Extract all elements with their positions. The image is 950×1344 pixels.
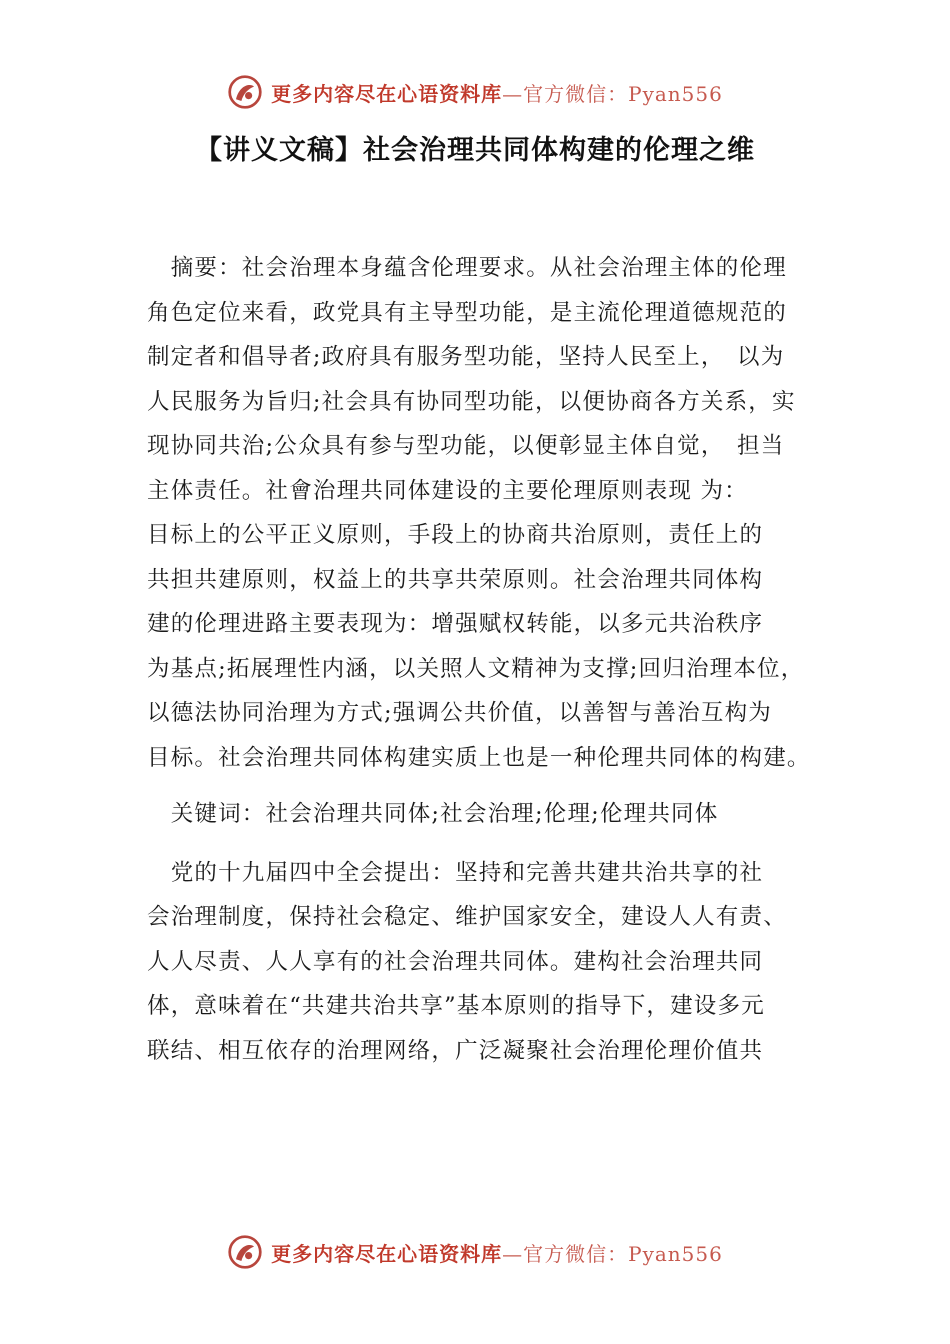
abstract-line: 摘要：社会治理本身蕴含伦理要求。从社会治理主体的伦理 <box>147 255 787 281</box>
header-banner-rest: —官方微信：Pyan556 <box>502 81 723 106</box>
abstract-line: 以德法协同治理为方式;强调公共价值，以善智与善治互构为 <box>147 700 772 726</box>
abstract-section <box>147 246 847 780</box>
paragraph-line: 会治理制度，保持社会稳定、维护国家安全，建设人人有责、 <box>147 904 787 930</box>
header-banner <box>0 72 950 112</box>
footer-banner <box>0 1232 950 1272</box>
abstract-line: 目标。社会治理共同体构建实质上也是一种伦理共同体的构建。 <box>147 744 811 771</box>
paragraph-line: 联结、相互依存的治理网络，广泛凝聚社会治理伦理价值共 <box>147 1037 764 1064</box>
abstract-line: 目标上的公平正义原则，手段上的协商共治原则，责任上的 <box>147 522 764 548</box>
seal-logo-icon <box>227 1234 263 1270</box>
document-title: 【讲义文稿】社会治理共同体构建的伦理之维 <box>195 135 755 166</box>
header-banner-text <box>271 78 723 107</box>
footer-banner-rest: —官方微信：Pyan556 <box>502 1241 723 1266</box>
paragraph-line: 党的十九届四中全会提出：坚持和完善共建共治共享的社 <box>147 859 764 886</box>
abstract-line: 角色定位来看，政党具有主导型功能，是主流伦理道德规范的 <box>147 299 787 326</box>
abstract-line: 建的伦理进路主要表现为：增强赋权转能，以多元共治秩序 <box>147 611 764 637</box>
abstract-line: 现协同共治;公众具有参与型功能，以便彰显主体自觉， 担当 <box>147 433 785 459</box>
abstract-line: 主体责任。社會治理共同体建设的主要伦理原则表现 为： <box>147 477 748 504</box>
keywords-line: 关键词：社会治理共同体;社会治理;伦理;伦理共同体 <box>147 801 719 827</box>
footer-banner-accent: 更多内容尽在心语资料库 <box>271 1241 503 1266</box>
spacer <box>147 780 847 792</box>
document-body <box>147 246 847 1073</box>
seal-logo-icon <box>227 74 263 110</box>
abstract-line: 共担共建原则，权益上的共享共荣原则。社会治理共同体构 <box>147 566 764 593</box>
footer-banner-text <box>271 1238 723 1267</box>
abstract-line: 制定者和倡导者;政府具有服务型功能，坚持人民至上， 以为 <box>147 344 785 370</box>
body-paragraph <box>147 851 847 1074</box>
abstract-line: 人民服务为旨归;社会具有协同型功能，以便协商各方关系，实 <box>147 388 796 415</box>
paragraph-line: 人人尽责、人人享有的社会治理共同体。建构社会治理共同 <box>147 948 764 975</box>
paragraph-line: 体，意味着在“共建共治共享”基本原则的指导下，建设多元 <box>147 993 765 1019</box>
spacer <box>147 837 847 851</box>
header-banner-accent: 更多内容尽在心语资料库 <box>271 81 503 106</box>
abstract-line: 为基点;拓展理性内涵，以关照人文精神为支撑;回归治理本位， <box>147 655 805 682</box>
